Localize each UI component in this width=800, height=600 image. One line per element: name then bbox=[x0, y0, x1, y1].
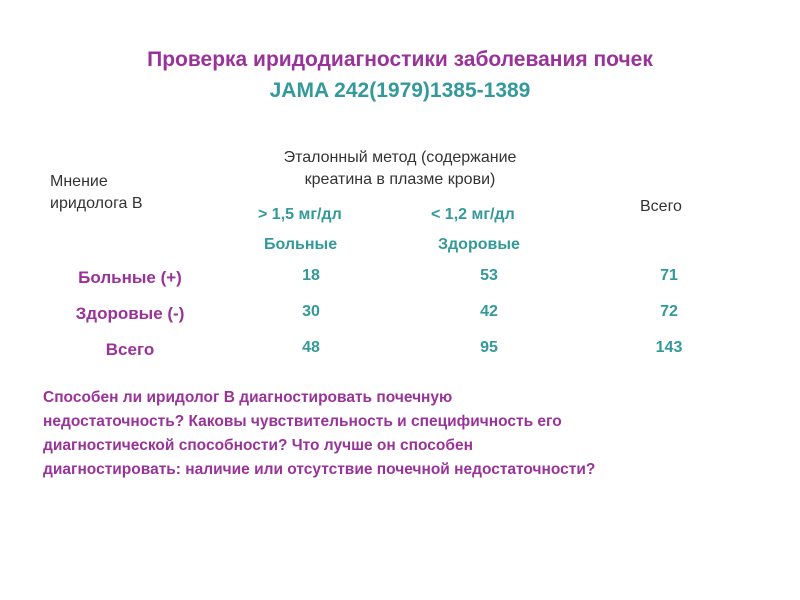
question-line: диагностировать: наличие или отсутствие почечной недостаточности? bbox=[43, 461, 596, 478]
table-cell: 143 bbox=[655, 339, 683, 356]
reference-method-line2: креатина в плазме крови) bbox=[304, 171, 496, 188]
column-label-sick: Больные bbox=[264, 236, 338, 253]
question-line: недостаточность? Каковы чувствительность и специфичность его bbox=[43, 413, 562, 430]
column-threshold-healthy: < 1,2 мг/дл bbox=[431, 206, 515, 223]
table-cell: 42 bbox=[480, 303, 498, 320]
column-label-healthy: Здоровые bbox=[438, 236, 520, 253]
table-cell: 30 bbox=[302, 303, 320, 320]
table-cell: 72 bbox=[660, 303, 678, 320]
row-label-sick-positive: Больные (+) bbox=[78, 268, 182, 287]
row-header-line2: иридолога В bbox=[50, 195, 143, 212]
reference-method-line1: Эталонный метод (содержание bbox=[283, 149, 517, 166]
question-line: Способен ли иридолог В диагностировать почечную bbox=[43, 389, 453, 406]
table-cell: 53 bbox=[480, 267, 498, 284]
table-cell: 95 bbox=[480, 339, 498, 356]
question-paragraph bbox=[43, 386, 783, 482]
row-header-line1: Мнение bbox=[50, 173, 108, 190]
table-cell: 71 bbox=[660, 267, 678, 284]
slide-subtitle-citation: JAMA 242(1979)1385-1389 bbox=[269, 79, 531, 102]
slide-title: Проверка иридодиагностики заболевания почек bbox=[147, 48, 653, 71]
question-line: диагностической способности? Что лучше он способен bbox=[43, 437, 473, 454]
total-column-header: Всего bbox=[640, 198, 682, 215]
table-cell: 18 bbox=[302, 267, 320, 284]
row-label-healthy-negative: Здоровые (-) bbox=[75, 304, 185, 323]
table-cell: 48 bbox=[302, 339, 320, 356]
column-threshold-sick: > 1,5 мг/дл bbox=[258, 206, 342, 223]
row-label-total: Всего bbox=[105, 340, 155, 359]
